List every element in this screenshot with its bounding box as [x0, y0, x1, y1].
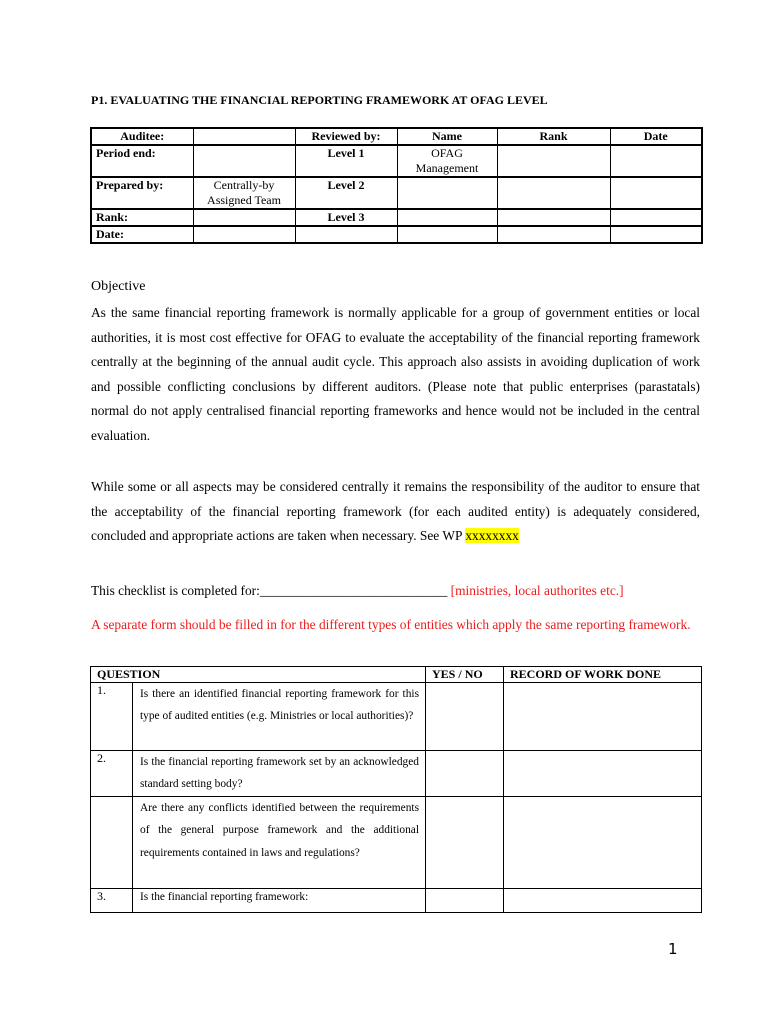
- auditee-value[interactable]: [193, 128, 295, 145]
- date-row-label: Date:: [91, 226, 193, 243]
- period-end-value[interactable]: [193, 145, 295, 177]
- table-row: [91, 683, 702, 751]
- record-of-work-cell[interactable]: [504, 797, 702, 889]
- level3-name[interactable]: [397, 209, 497, 226]
- objective-paragraph: As the same financial reporting framework is normally applicable for a group of government entities or local authorities, it is most cost effective for OFAG to evaluate the acceptability of the financial reporting framework centrally at the beginning of the annual audit cycle. This approach also assists in avoiding duplication of work and possible conflicting conclusions by different auditors. (Please note that public enterprises (parastatals) normal do not apply centralised financial reporting frameworks and hence would not be included in the central evaluation.: [91, 305, 700, 443]
- prepared-by-value: Centrally-by Assigned Team: [193, 177, 295, 209]
- checklist-hint: [ministries, local authorites etc.]: [450, 583, 624, 598]
- yesno-answer-cell[interactable]: [426, 797, 504, 889]
- level2-label: Level 2: [295, 177, 397, 209]
- name-column-header: Name: [397, 128, 497, 145]
- checklist-label: This checklist is completed for:____________________________: [91, 583, 448, 598]
- table-row: [91, 797, 702, 889]
- signoff-row-level2: [91, 177, 702, 209]
- record-column-header: RECORD OF WORK DONE: [504, 667, 702, 683]
- date-row-cell[interactable]: [295, 226, 397, 243]
- record-of-work-cell[interactable]: [504, 683, 702, 751]
- level2-rank[interactable]: [497, 177, 610, 209]
- question-text: Are there any conflicts identified between the requirements of the general purpose framework and the additional requirements contained in laws and regulations?: [133, 797, 426, 889]
- yesno-column-header: YES / NO: [426, 667, 504, 683]
- question-number: [91, 797, 133, 889]
- level1-rank[interactable]: [497, 145, 610, 177]
- separate-form-note: A separate form should be filled in for the different types of entities which apply the same reporting framework.: [91, 617, 691, 632]
- question-number: 3.: [91, 889, 133, 913]
- rank-column-header: Rank: [497, 128, 610, 145]
- signoff-row-level1: [91, 145, 702, 177]
- objective-heading: Objective: [91, 279, 146, 294]
- wp-reference-placeholder: xxxxxxxx: [465, 528, 519, 544]
- table-row: [91, 889, 702, 913]
- auditee-label: Auditee:: [91, 128, 193, 145]
- level3-date[interactable]: [610, 209, 702, 226]
- record-of-work-cell[interactable]: [504, 751, 702, 797]
- date-column-header: Date: [610, 128, 702, 145]
- yesno-answer-cell[interactable]: [426, 889, 504, 913]
- page-number: 1: [668, 940, 678, 958]
- questions-header-row: [91, 667, 702, 683]
- question-number: 2.: [91, 751, 133, 797]
- question-text: Is the financial reporting framework set by an acknowledged standard setting body?: [133, 751, 426, 797]
- level2-name[interactable]: [397, 177, 497, 209]
- signoff-table: [90, 127, 703, 244]
- question-number: 1.: [91, 683, 133, 751]
- signoff-row-header: [91, 128, 702, 145]
- rank-row-label: Rank:: [91, 209, 193, 226]
- date-row-date[interactable]: [610, 226, 702, 243]
- responsibility-text: While some or all aspects may be considered centrally it remains the responsibility of the auditor to ensure that the acceptability of the financial reporting framework (for each audited entity) is adequately considered, concluded and appropriate actions are taken when necessary. See WP: [91, 479, 700, 544]
- level2-date[interactable]: [610, 177, 702, 209]
- question-text: Is the financial reporting framework:: [133, 889, 426, 913]
- checklist-line: [91, 583, 624, 599]
- level1-label: Level 1: [295, 145, 397, 177]
- questions-table: [90, 666, 702, 913]
- record-of-work-cell[interactable]: [504, 889, 702, 913]
- signoff-row-level3: [91, 209, 702, 226]
- level1-name: OFAG Management: [397, 145, 497, 177]
- question-column-header: QUESTION: [91, 667, 426, 683]
- level3-label: Level 3: [295, 209, 397, 226]
- responsibility-paragraph: [91, 475, 700, 549]
- table-row: [91, 751, 702, 797]
- question-text: Is there an identified financial reporting framework for this type of audited entities (e.g. Ministries or local authorities)?: [133, 683, 426, 751]
- date-row-value[interactable]: [193, 226, 295, 243]
- rank-row-value[interactable]: [193, 209, 295, 226]
- date-row-rank[interactable]: [497, 226, 610, 243]
- date-row-name[interactable]: [397, 226, 497, 243]
- period-end-label: Period end:: [91, 145, 193, 177]
- page-title: P1. EVALUATING THE FINANCIAL REPORTING FRAMEWORK AT OFAG LEVEL: [91, 93, 548, 107]
- level3-rank[interactable]: [497, 209, 610, 226]
- prepared-by-label: Prepared by:: [91, 177, 193, 209]
- reviewed-by-label: Reviewed by:: [295, 128, 397, 145]
- level1-date[interactable]: [610, 145, 702, 177]
- signoff-row-date: [91, 226, 702, 243]
- yesno-answer-cell[interactable]: [426, 751, 504, 797]
- yesno-answer-cell[interactable]: [426, 683, 504, 751]
